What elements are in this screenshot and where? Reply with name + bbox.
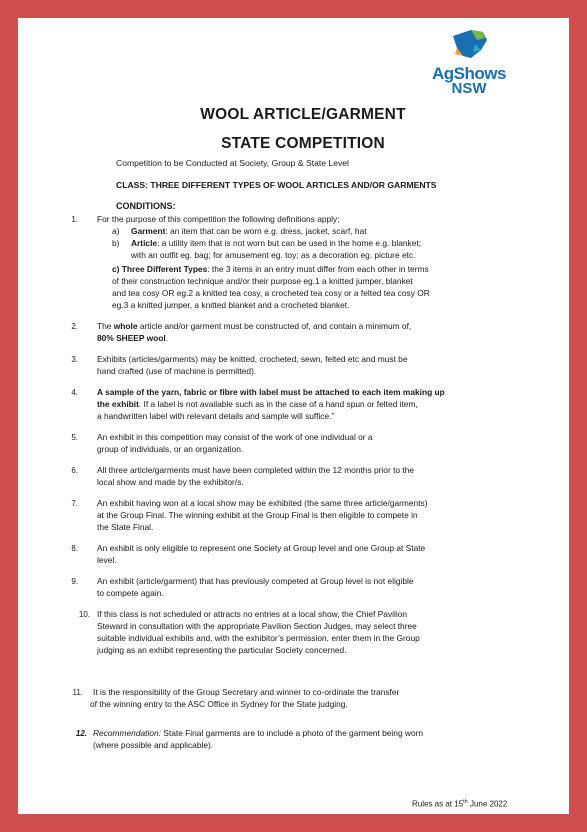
- agshows-logo: [423, 26, 515, 97]
- condition-text: the exhibit. If a label is not available such as in the case of a hand spun or felted item,: [97, 399, 418, 409]
- condition-text: An exhibit (article/garment) that has previously competed at Group level is not eligible: [97, 576, 414, 586]
- condition-text: Steward in consultation with the appropriate Pavilion Section Judges, may select three: [97, 621, 417, 631]
- condition-text: 80% SHEEP wool.: [97, 333, 169, 343]
- rules-date-footer: Rules as at 15th June 2022: [412, 799, 508, 809]
- definition-a-label: a): [112, 226, 120, 236]
- condition-number: 7.: [71, 499, 78, 508]
- definition-c-line: eg.3 a knitted jumper, a knitted blanket and a crocheted blanket.: [112, 300, 350, 310]
- condition-text: at the Group Final. The winning exhibit at the Group Final is then eligible to compete in: [97, 510, 418, 520]
- condition-text: to compete again.: [97, 588, 164, 598]
- condition-text: An exhibit in this competition may consist of the work of one individual or a: [97, 432, 373, 442]
- condition-text: judging as an exhibit representing the particular Society concerned.: [97, 645, 347, 655]
- title-line-2: STATE COMPETITION: [221, 135, 385, 152]
- condition-number: 4.: [71, 388, 78, 397]
- title-line-1: WOOL ARTICLE/GARMENT: [200, 106, 406, 123]
- condition-text: level.: [97, 555, 117, 565]
- condition-number: 10.: [78, 610, 90, 619]
- definition-c-line: of their construction technique and/or their purpose eg.1 a knitted jumper, blanket: [112, 276, 413, 286]
- condition-number: 9.: [71, 577, 78, 586]
- condition-number: 1.: [71, 215, 78, 224]
- condition-number: 8.: [71, 544, 78, 553]
- definition-c: c) Three Different Types: the 3 items in an entry must differ from each other in terms: [112, 264, 429, 274]
- condition-text: If this class is not scheduled or attracts no entries at a local show, the Chief Pavilion: [97, 609, 408, 619]
- definition-c-line: and tea cosy OR eg.2 a knitted tea cosy, a crocheted tea cosy or a felted tea cosy OR: [112, 288, 430, 298]
- condition-number: 2.: [71, 322, 78, 331]
- condition-text: a handwritten label with relevant details and sample will suffice.”: [97, 411, 335, 421]
- condition-text: For the purpose of this competition the following definitions apply:: [97, 214, 340, 224]
- condition-text: local show and made by the exhibitor/s.: [97, 477, 244, 487]
- nsw-map-icon: [423, 26, 515, 66]
- condition-number: 6.: [71, 466, 78, 475]
- definition-b-cont: with an outfit eg. bag; for amusement eg. toy; as a decoration eg. picture etc.: [131, 250, 416, 260]
- condition-number: 11.: [72, 688, 83, 697]
- condition-text: Exhibits (articles/garments) may be knitted, crocheted, sewn, felted etc and must be: [97, 354, 408, 364]
- condition-number: 12.: [75, 729, 87, 738]
- condition-number: 3.: [71, 355, 78, 364]
- condition-text: suitable individual exhibits and, with the exhibitor’s permission, enter them in the Group: [97, 633, 420, 643]
- condition-text: A sample of the yarn, fabric or fibre with label must be attached to each item making up: [97, 387, 445, 397]
- condition-text: (where possible and applicable).: [93, 740, 214, 750]
- condition-text: hand crafted (use of machine is permitted).: [97, 366, 257, 376]
- conditions-heading: CONDITIONS:: [116, 201, 176, 211]
- condition-text: group of individuals, or an organization.: [97, 444, 244, 454]
- condition-text: It is the responsibility of the Group Secretary and winner to co-ordinate the transfer: [93, 687, 400, 697]
- condition-text: Recommendation: State Final garments are to include a photo of the garment being worn: [93, 728, 424, 738]
- condition-text: All three article/garments must have been completed within the 12 months prior to the: [97, 465, 415, 475]
- logo-text-nsw: NSW: [451, 80, 487, 97]
- condition-text: of the winning entry to the ASC Office in Sydney for the State judging.: [90, 699, 348, 709]
- competition-level-text: Competition to be Conducted at Society, Group & State Level: [116, 158, 349, 168]
- condition-text: An exhibit is only eligible to represent one Society at Group level and one Group at State: [97, 543, 426, 553]
- definition-b-label: b): [112, 238, 120, 248]
- condition-text: The whole article and/or garment must be constructed of, and contain a minimum of,: [97, 321, 412, 331]
- condition-text: the State Final.: [97, 522, 154, 532]
- definition-a: Garment: an item that can be worn e.g. dress, jacket, scarf, hat: [131, 226, 367, 236]
- document-page: [18, 18, 569, 814]
- condition-text: An exhibit having won at a local show may be exhibited (the same three article/garments): [97, 498, 428, 508]
- condition-number: 5.: [71, 433, 78, 442]
- class-text: CLASS: THREE DIFFERENT TYPES OF WOOL ARTICLES AND/OR GARMENTS: [116, 180, 437, 190]
- logo-text-agshows: AgShows: [432, 64, 506, 83]
- definition-b: Article: a utility item that is not worn but can be used in the home e.g. blanket;: [131, 238, 422, 248]
